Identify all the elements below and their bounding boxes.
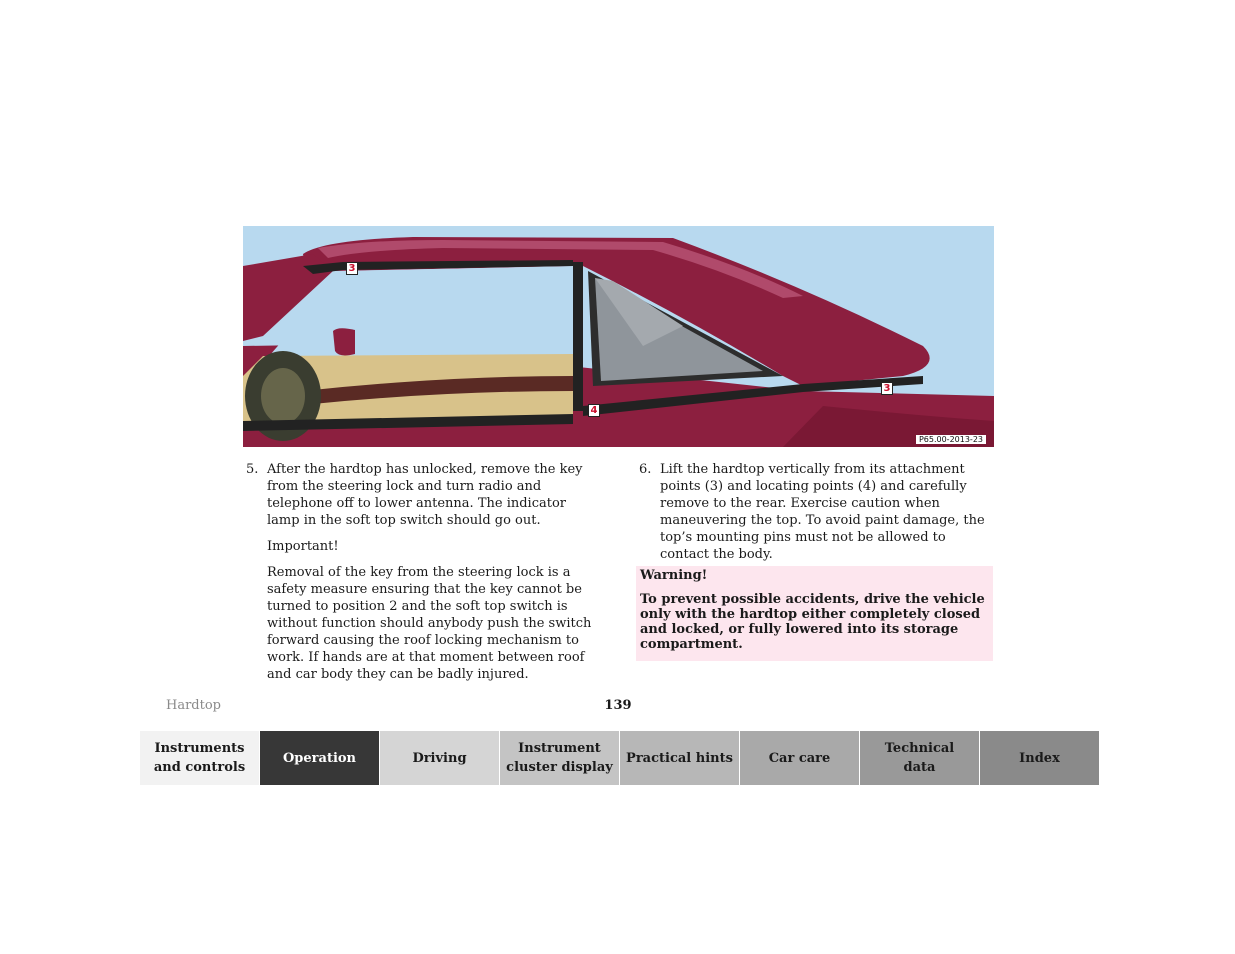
figure-code: P65.00-2013-23 (916, 435, 986, 444)
tab-instrument-cluster-display[interactable] (500, 731, 619, 785)
step-5 (246, 461, 601, 529)
tab-label: Practical hints (626, 750, 733, 766)
tab-practical-hints[interactable] (620, 731, 739, 785)
step-6 (639, 461, 994, 563)
tab-operation[interactable] (260, 731, 379, 785)
chapter-nav (140, 731, 1099, 785)
step-number: 6. (639, 462, 652, 477)
left-column (246, 461, 601, 683)
tab-index[interactable] (980, 731, 1099, 785)
callout-attachment-point-rear: 3 (881, 382, 893, 395)
tab-label: Driving (412, 750, 467, 766)
section-title: Hardtop (166, 698, 221, 713)
car-hardtop-drawing (243, 226, 994, 447)
step-number: 5. (246, 462, 259, 477)
tab-label: Technical data (884, 741, 955, 775)
tab-driving[interactable] (380, 731, 499, 785)
tab-label: Index (1019, 750, 1060, 766)
hardtop-illustration (243, 226, 994, 447)
tab-label: Operation (282, 750, 357, 766)
warning-text: To prevent possible accidents, drive the vehicle only with the hardtop either completely closed and locked, or fully lowered into its storage compartment. (640, 592, 985, 652)
tab-label: Instruments and controls (153, 741, 246, 775)
right-column (639, 461, 994, 563)
tab-label: Car care (768, 750, 831, 766)
step-text: Lift the hardtop vertically from its attachment points (3) and locating points (4) and carefully remove to the rear. Exercise caution when maneuvering the top. To avoid paint damage, the top’s mounting pins must not be allowed to contact the body. (660, 462, 985, 562)
warning-box (636, 566, 993, 661)
callout-attachment-point-front: 3 (346, 262, 358, 275)
tab-instruments-and-controls[interactable] (140, 731, 259, 785)
callout-locating-point: 4 (588, 404, 600, 417)
tab-car-care[interactable] (740, 731, 859, 785)
important-label: Important! (267, 539, 339, 554)
important-text: Removal of the key from the steering lock is a safety measure ensuring that the key cannot be turned to position 2 and the soft top switch is without function should anybody push the switch forward causing the roof locking mechanism to work. If hands are at that moment between roof and car body they can be badly injured. (267, 565, 592, 682)
warning-title: Warning! (640, 568, 708, 583)
step-text: After the hardtop has unlocked, remove the key from the steering lock and turn radio and telephone off to lower antenna. The indicator lamp in the soft top switch should go out. (267, 462, 583, 528)
tab-label: Instrument cluster display (506, 741, 613, 775)
page-number: 139 (604, 698, 632, 713)
tab-technical-data[interactable] (860, 731, 979, 785)
